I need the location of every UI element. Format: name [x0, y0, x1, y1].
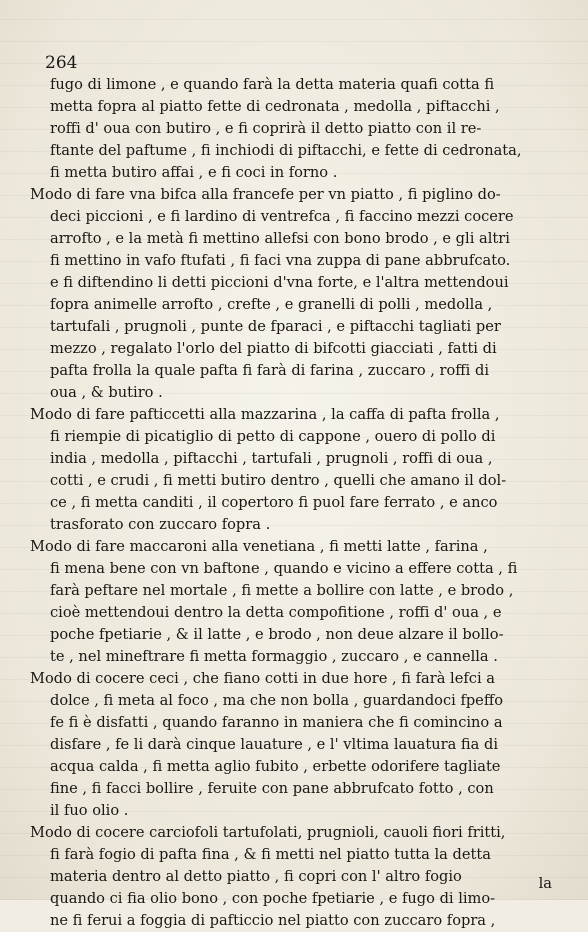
text-line: mezzo , regalato l'orlo del piatto di bifcotti giacciati , fatti di — [50, 340, 497, 357]
text-line: roffi d' oua con butiro , e fi coprirà il detto piatto con il re- — [50, 120, 482, 137]
text-line: dolce , fi meta al foco , ma che non bolla , guardandoci fpeffo — [50, 692, 503, 709]
text-line: ne fi ferui a foggia di pafticcio nel piatto con zuccaro fopra , — [50, 912, 496, 929]
paragraph-carciofoli — [30, 822, 558, 932]
text-line: trasforato con zuccaro fopra . — [50, 516, 271, 533]
text-line: fi farà fogio di pafta fina , & fi metti nel piatto tutta la detta — [50, 846, 491, 863]
paragraph-ceci — [30, 668, 558, 822]
text-line: Modo di fare maccaroni alla venetiana , fi metti latte , farina , — [30, 538, 488, 555]
text-line: disfare , fe li darà cinque lauature , e l' vltima lauatura fia di — [50, 736, 499, 753]
text-line: ftante del paftume , fi inchiodi di piftacchi, e fette di cedronata, — [50, 142, 522, 159]
text-line: arrofto , e la metà fi mettino allefsi con bono brodo , e gli altri — [50, 230, 510, 247]
text-line: e fi diftendino li detti piccioni d'vna forte, e l'altra mettendoui — [50, 274, 509, 291]
text-line: cotti , e crudi , fi metti butiro dentro , quelli che amano il dol- — [50, 472, 507, 489]
paragraph-pasticcetti — [30, 404, 558, 536]
text-line: Modo di cocere ceci , che fiano cotti in due hore , fi farà lefci a — [30, 670, 495, 687]
text-line: fopra animelle arrofto , crefte , e granelli di polli , medolla , — [50, 296, 493, 313]
text-line: il fuo olio . — [50, 802, 129, 819]
text-line: oua , & butiro . — [50, 384, 163, 401]
text-line: Modo di fare pafticcetti alla mazzarina , la caffa di pafta frolla , — [30, 406, 500, 423]
text-line: acqua calda , fi metta aglio fubito , erbette odorifere tagliate — [50, 758, 501, 775]
paragraph-continuation — [30, 74, 558, 184]
text-line: fi mettino in vafo ftufati , fi faci vna zuppa di pane abbrufcato. — [50, 252, 511, 269]
text-line: fine , fi facci bollire , feruite con pane abbrufcato fotto , con — [50, 780, 494, 797]
text-line: metta fopra al piatto fette di cedronata , medolla , piftacchi , — [50, 98, 500, 115]
text-line: te , nel mineftrare fi metta formaggio , zuccaro , e cannella . — [50, 648, 498, 665]
text-line: deci piccioni , e fi lardino di ventrefca , fi faccino mezzi cocere — [50, 208, 514, 225]
catchword: la — [538, 875, 552, 892]
text-line: fugo di limone , e quando farà la detta materia quafi cotta fi — [50, 76, 495, 93]
text-line: india , medolla , piftacchi , tartufali , prugnoli , roffi di oua , — [50, 450, 493, 467]
page-number: 264 — [45, 53, 78, 73]
text-line: Modo di fare vna bifca alla francefe per vn piatto , fi piglino do- — [30, 186, 501, 203]
text-line: cioè mettendoui dentro la detta compofitione , roffi d' oua , e — [50, 604, 502, 621]
text-line: farà peftare nel mortale , fi mette a bollire con latte , e brodo , — [50, 582, 514, 599]
text-line: tartufali , prugnoli , punte de fparaci , e piftacchi tagliati per — [50, 318, 501, 335]
text-line: Modo di cocere carciofoli tartufolati, prugnioli, cauoli fiori fritti, — [30, 824, 506, 841]
text-line: poche fpetiarie , & il latte , e brodo , non deue alzare il bollo- — [50, 626, 504, 643]
text-line: pafta frolla la quale pafta fi farà di farina , zuccaro , roffi di — [50, 362, 489, 379]
paragraph-bisca — [30, 184, 558, 404]
text-line: fi riempie di picatiglio di petto di cappone , ouero di pollo di — [50, 428, 496, 445]
text-line: fi metta butiro affai , e fi coci in forno . — [50, 164, 338, 181]
text-line: ce , fi metta canditi , il copertoro fi puol fare ferrato , e anco — [50, 494, 498, 511]
text-line: fe fi è disfatti , quando faranno in maniera che fi comincino a — [50, 714, 503, 731]
text-line: fi mena bene con vn baftone , quando e vicino a effere cotta , fi — [50, 560, 518, 577]
paragraph-maccaroni — [30, 536, 558, 668]
text-line: quando ci fia olio bono , con poche fpetiarie , e fugo di limo- — [50, 890, 496, 907]
text-line: materia dentro al detto piatto , fi copri con l' altro fogio — [50, 868, 462, 885]
recipe-text — [30, 74, 558, 932]
